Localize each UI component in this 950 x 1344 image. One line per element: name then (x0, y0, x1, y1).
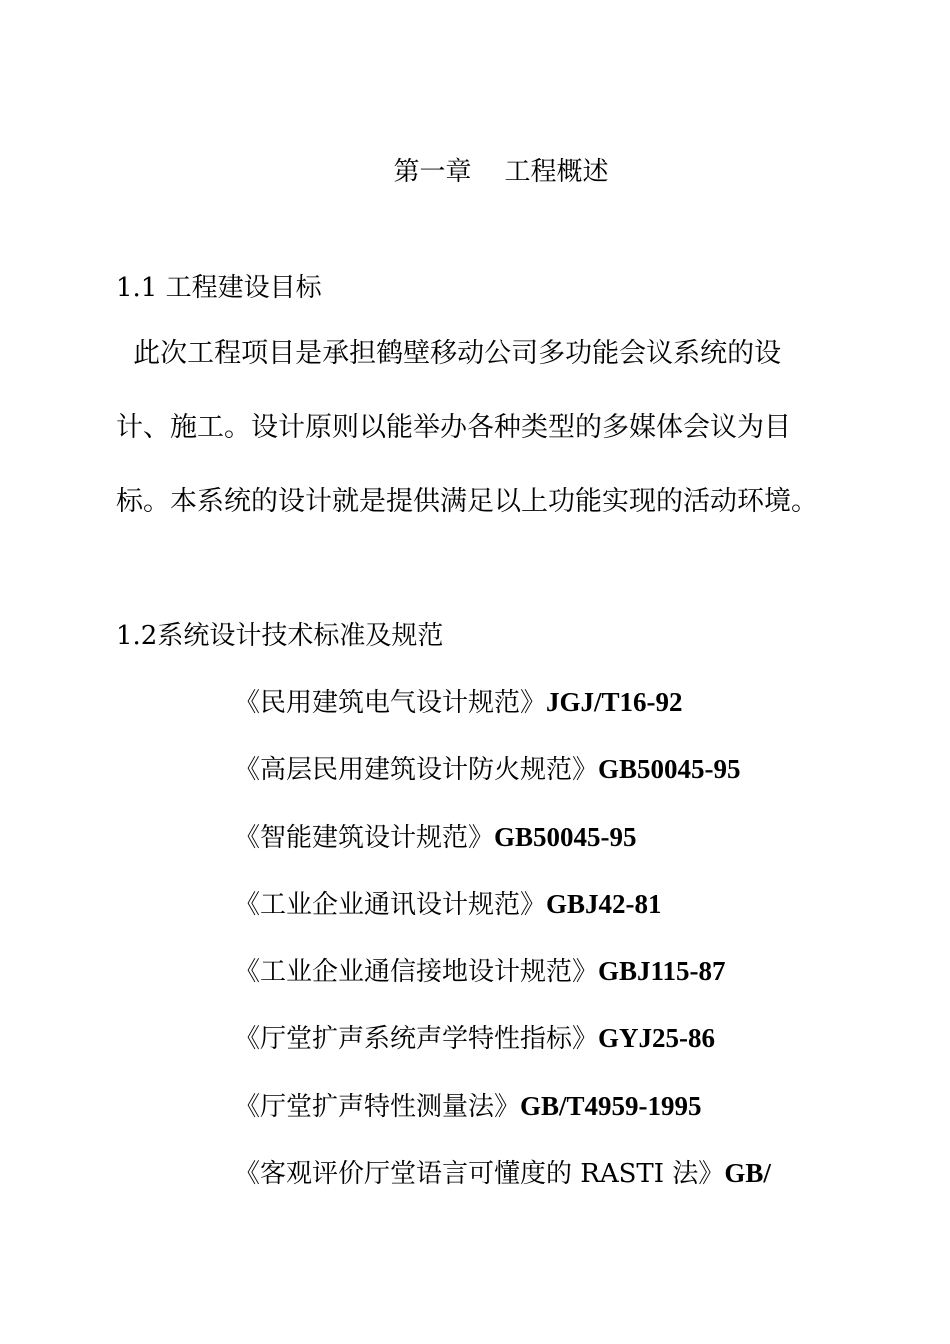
standard-name: 《高层民用建筑设计防火规范》 (234, 755, 599, 786)
section-heading-1-2: 1.2系统设计技术标准及规范 (116, 621, 444, 651)
standard-code: GB/T4959-1995 (520, 1090, 702, 1121)
standard-code: GB50045-95 (494, 821, 637, 852)
standard-code: GBJ115-87 (598, 956, 726, 987)
standard-code: GB50045-95 (598, 754, 741, 785)
standard-name: 《工业企业通信接地设计规范》 (234, 957, 599, 988)
standard-code: GBJ42-81 (546, 888, 662, 919)
chapter-number: 第一章 (393, 157, 472, 187)
standard-name: 《民用建筑电气设计规范》 (234, 688, 547, 718)
standard-name: 《客观评价厅堂语言可懂度的 RASTI 法》 (234, 1159, 725, 1190)
section-heading-1-1: 1.1 工程建设目标 (116, 273, 322, 303)
standard-code: GB/ (724, 1158, 771, 1189)
paragraph-line: 此次工程项目是承担鹤壁移动公司多功能会议系统的设 (116, 338, 782, 369)
standard-item (234, 817, 874, 884)
standard-item (234, 749, 874, 816)
chapter-name: 工程概述 (504, 157, 609, 187)
standard-item (234, 1086, 874, 1153)
section-1-paragraph (116, 334, 876, 556)
chapter-title (0, 152, 950, 192)
standard-code: JGJ/T16-92 (546, 687, 683, 717)
standard-item (234, 1153, 874, 1220)
standards-list (234, 682, 874, 1220)
standard-name: 《厅堂扩声特性测量法》 (234, 1091, 521, 1122)
paragraph-line: 计、施工。设计原则以能举办各种类型的多媒体会议为目 (116, 412, 791, 443)
standard-name: 《厅堂扩声系统声学特性指标》 (234, 1024, 599, 1055)
standard-item (234, 682, 874, 749)
standard-item (234, 1018, 874, 1085)
standard-item (234, 884, 874, 951)
standard-code: GYJ25-86 (598, 1023, 716, 1054)
standard-name: 《智能建筑设计规范》 (234, 822, 495, 853)
paragraph-line: 标。本系统的设计就是提供满足以上功能实现的活动环境。 (116, 486, 818, 517)
standard-item (234, 951, 874, 1018)
standard-name: 《工业企业通讯设计规范》 (234, 889, 547, 920)
